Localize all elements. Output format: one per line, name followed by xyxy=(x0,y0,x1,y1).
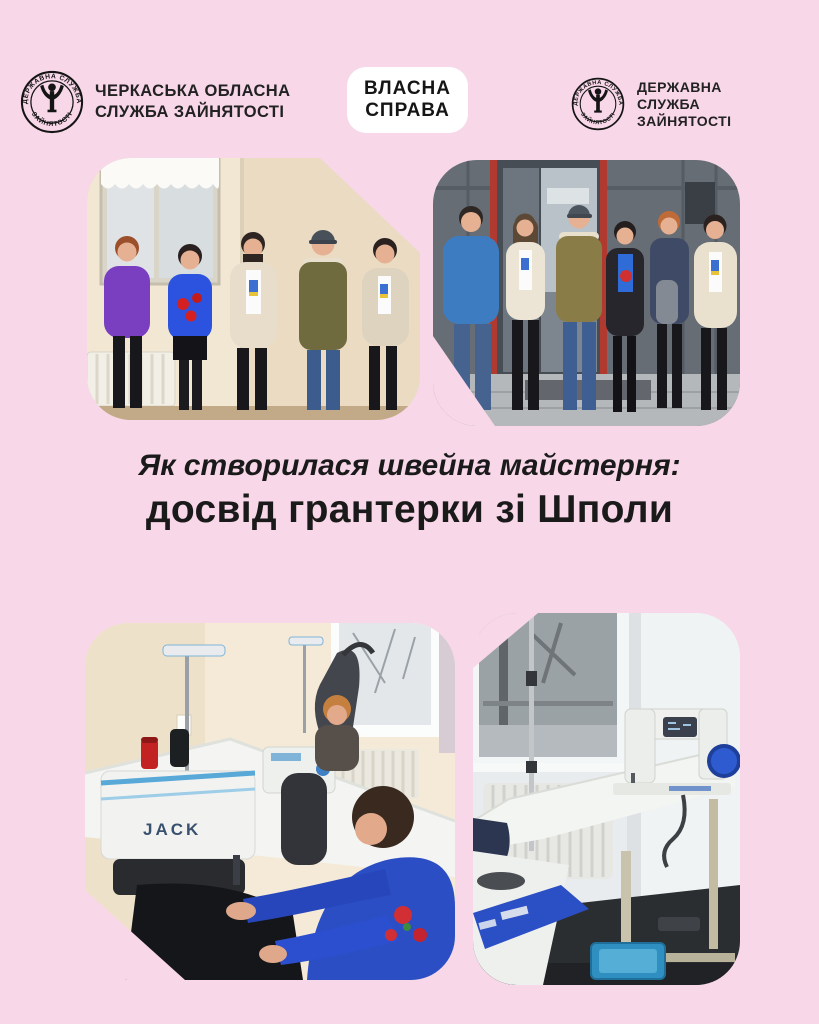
emblem-ring-text-bottom: ЗАЙНЯТОСТІ xyxy=(29,111,75,129)
logo-label-line2: СЛУЖБА xyxy=(637,95,700,112)
badge-line1: ВЛАСНА xyxy=(364,78,451,99)
headline-line1: Як створилася швейна майстерня: xyxy=(138,449,681,482)
cherkasy-employment-label xyxy=(95,81,290,123)
state-employment-logo xyxy=(571,77,731,131)
person xyxy=(281,773,327,865)
headline-line2: досвід грантерки зі Шполи xyxy=(145,488,674,531)
state-employment-label xyxy=(637,79,731,130)
photo-illustration xyxy=(433,160,740,426)
headline xyxy=(20,448,799,533)
employment-service-emblem-icon xyxy=(20,70,84,134)
logo-label-line3: ЗАЙНЯТОСТІ xyxy=(637,112,732,129)
photo-group-indoors xyxy=(87,158,420,420)
employment-service-emblem-icon xyxy=(571,77,625,131)
photo-group-outdoors xyxy=(433,160,740,426)
machine-brand-text: JACK xyxy=(143,820,202,839)
emblem-ring-text-top: ДЕРЖАВНА СЛУЖБА xyxy=(21,73,83,105)
vlasna-sprava-badge xyxy=(347,67,468,133)
logo-label-line2: СЛУЖБА ЗАЙНЯТОСТІ xyxy=(95,103,285,121)
cherkasy-employment-logo xyxy=(20,70,290,134)
photo-illustration xyxy=(85,623,455,980)
svg-text:ЗАЙНЯТОСТІ xyxy=(579,112,617,127)
photo-sewing-machine xyxy=(473,613,740,985)
badge-line2: СПРАВА xyxy=(365,100,450,121)
photo-sewing-workshop xyxy=(85,623,455,980)
logo-label-line1: ЧЕРКАСЬКА ОБЛАСНА xyxy=(95,82,291,100)
logo-label-line1: ДЕРЖАВНА xyxy=(637,78,722,95)
photo-illustration xyxy=(473,613,740,985)
svg-text:ЗАЙНЯТОСТІ xyxy=(30,111,74,128)
emblem-ring-text-bottom: ЗАЙНЯТОСТІ xyxy=(579,111,617,127)
emblem-ring-text-top: ДЕРЖАВНА СЛУЖБА xyxy=(572,79,624,106)
